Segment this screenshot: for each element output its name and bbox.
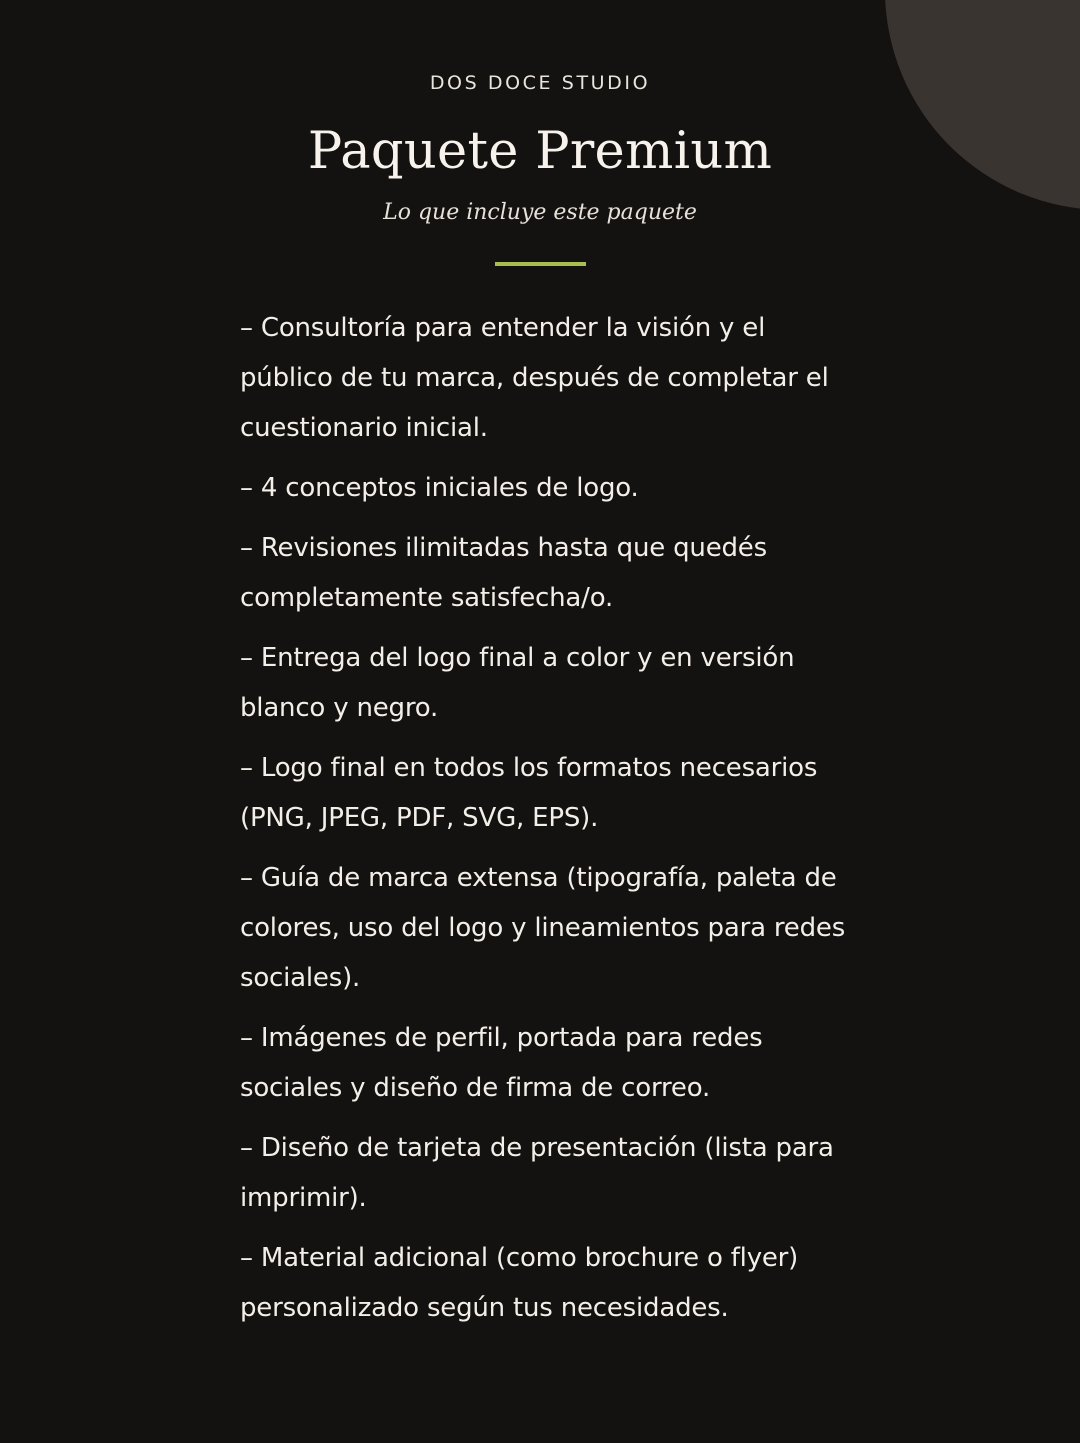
feature-item-formatos: – Logo final en todos los formatos necesarios (PNG, JPEG, PDF, SVG, EPS). [240,753,818,833]
package-title: Paquete Premium [307,122,773,181]
feature-item-tarjeta: – Diseño de tarjeta de presentación (lista para imprimir). [240,1133,834,1213]
feature-item-entrega: – Entrega del logo final a color y en versión blanco y negro. [240,643,795,723]
feature-list [240,303,850,1343]
brand-name: DOS DOCE STUDIO [429,72,651,94]
feature-item-guia-marca: – Guía de marca extensa (tipografía, paleta de colores, uso del logo y lineamientos para redes sociales). [240,863,846,993]
accent-divider [495,262,586,266]
feature-item-consultoria: – Consultoría para entender la visión y el público de tu marca, después de completar el cuestionario inicial. [240,313,829,443]
feature-item-revisiones: – Revisiones ilimitadas hasta que quedés completamente satisfecha/o. [240,533,767,613]
feature-item-conceptos: – 4 conceptos iniciales de logo. [240,473,639,503]
feature-item-material: – Material adicional (como brochure o flyer) personalizado según tus necesidades. [240,1243,799,1323]
feature-item-redes: – Imágenes de perfil, portada para redes sociales y diseño de firma de correo. [240,1023,763,1103]
package-subtitle: Lo que incluye este paquete [383,200,697,225]
